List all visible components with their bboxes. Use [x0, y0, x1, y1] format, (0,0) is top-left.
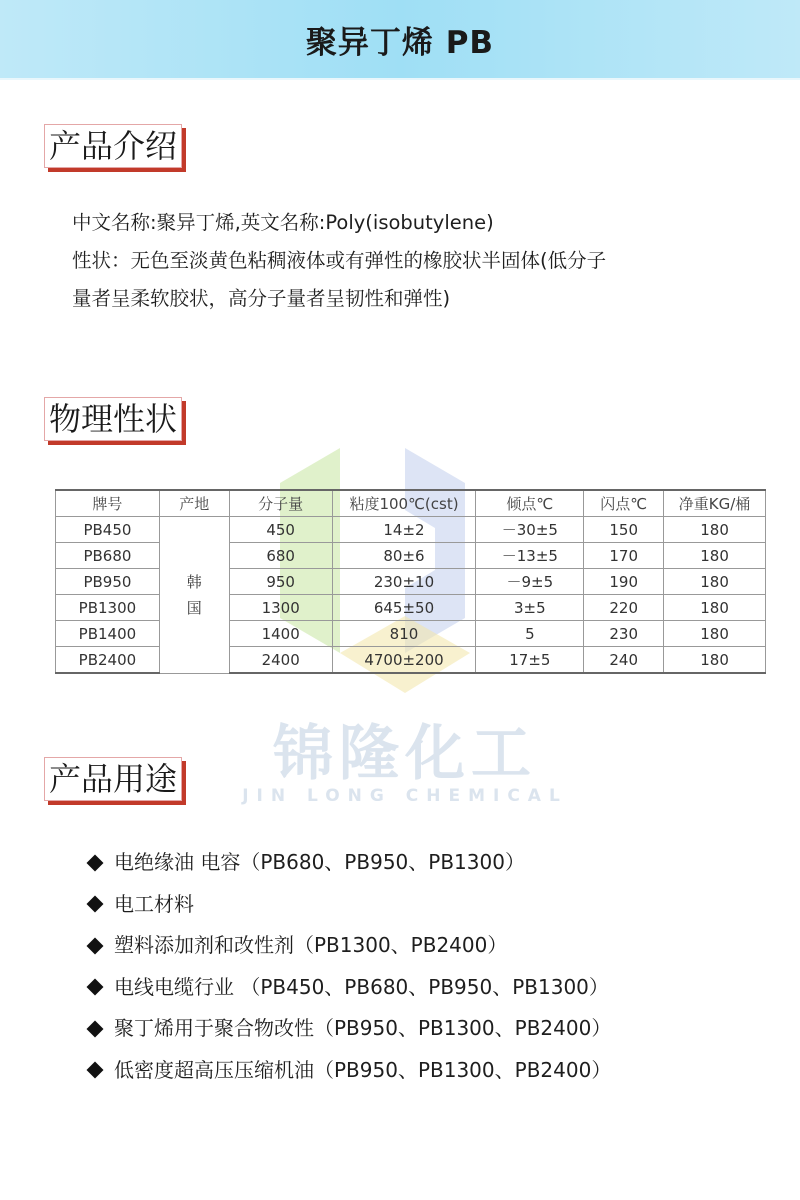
cell-mw: 1400 — [229, 621, 332, 647]
cell-pour: 3±5 — [476, 595, 584, 621]
cell-grade: PB2400 — [56, 647, 160, 674]
usage-text: 塑料添加剂和改性剂（PB1300、PB2400） — [114, 933, 508, 957]
usage-text: 聚丁烯用于聚合物改性（PB950、PB1300、PB2400） — [114, 1016, 612, 1040]
intro-text — [72, 204, 772, 318]
intro-property-line: 性状：无色至淡黄色粘稠液体或有弹性的橡胶状半固体(低分子 — [72, 249, 607, 272]
origin-char-1: 韩 — [186, 572, 202, 591]
cell-weight: 180 — [664, 595, 766, 621]
cell-weight: 180 — [664, 543, 766, 569]
section-title-intro: 产品介绍 — [44, 124, 182, 168]
col-header-mw: 分子量 — [229, 490, 332, 517]
cell-pour: －30±5 — [476, 517, 584, 543]
list-item — [86, 1008, 786, 1050]
col-header-pour: 倾点℃ — [476, 490, 584, 517]
cell-pour: 17±5 — [476, 647, 584, 674]
diamond-bullet-icon — [86, 895, 104, 913]
page-header — [0, 0, 800, 80]
cell-mw: 680 — [229, 543, 332, 569]
cell-viscosity: 230±10 — [332, 569, 476, 595]
list-item — [86, 1050, 786, 1092]
section-title-physical: 物理性状 — [44, 397, 182, 441]
cell-origin — [159, 517, 229, 674]
cell-grade: PB450 — [56, 517, 160, 543]
cell-viscosity: 14±2 — [332, 517, 476, 543]
origin-char-2: 国 — [186, 598, 202, 617]
cell-viscosity: 810 — [332, 621, 476, 647]
cell-weight: 180 — [664, 517, 766, 543]
list-item — [86, 842, 786, 884]
intro-property-line-cont: 量者呈柔软胶状，高分子量者呈韧性和弹性) — [72, 287, 451, 310]
list-item — [86, 925, 786, 967]
cell-flash: 150 — [584, 517, 664, 543]
cell-flash: 170 — [584, 543, 664, 569]
section-title-usage: 产品用途 — [44, 757, 182, 801]
spec-table — [55, 489, 766, 674]
cell-flash: 240 — [584, 647, 664, 674]
usage-text: 电工材料 — [114, 891, 194, 916]
col-header-viscosity: 粘度100℃(cst) — [332, 490, 476, 517]
cell-flash: 230 — [584, 621, 664, 647]
table-row — [56, 517, 766, 543]
col-header-flash: 闪点℃ — [584, 490, 664, 517]
cell-weight: 180 — [664, 569, 766, 595]
cell-flash: 220 — [584, 595, 664, 621]
diamond-bullet-icon — [86, 937, 104, 955]
watermark-en: JIN LONG CHEMICAL — [242, 786, 568, 806]
diamond-bullet-icon — [86, 978, 104, 996]
cell-mw: 950 — [229, 569, 332, 595]
cell-viscosity: 80±6 — [332, 543, 476, 569]
cell-flash: 190 — [584, 569, 664, 595]
intro-name-line: 中文名称:聚异丁烯,英文名称:Poly(isobutylene) — [72, 211, 494, 234]
col-header-origin: 产地 — [159, 490, 229, 517]
cell-viscosity: 4700±200 — [332, 647, 476, 674]
cell-grade: PB1300 — [56, 595, 160, 621]
diamond-bullet-icon — [86, 1061, 104, 1079]
cell-pour: －13±5 — [476, 543, 584, 569]
cell-mw: 1300 — [229, 595, 332, 621]
watermark-cn: 锦隆化工 — [273, 719, 537, 789]
usage-list — [86, 842, 786, 1091]
cell-grade: PB1400 — [56, 621, 160, 647]
usage-text: 低密度超高压压缩机油（PB950、PB1300、PB2400） — [114, 1057, 612, 1082]
list-item — [86, 967, 786, 1009]
diamond-bullet-icon — [86, 854, 104, 872]
list-item — [86, 884, 786, 926]
cell-weight: 180 — [664, 647, 766, 674]
cell-mw: 2400 — [229, 647, 332, 674]
cell-pour: 5 — [476, 621, 584, 647]
cell-grade: PB950 — [56, 569, 160, 595]
cell-grade: PB680 — [56, 543, 160, 569]
usage-text: 电绝缘油 电容（PB680、PB950、PB1300） — [114, 850, 525, 874]
diamond-bullet-icon — [86, 1020, 104, 1038]
table-header-row — [56, 490, 766, 517]
col-header-grade: 牌号 — [56, 490, 160, 517]
col-header-weight: 净重KG/桶 — [664, 490, 766, 517]
cell-pour: －9±5 — [476, 569, 584, 595]
page-title: 聚异丁烯 PB — [305, 24, 495, 61]
cell-mw: 450 — [229, 517, 332, 543]
cell-viscosity: 645±50 — [332, 595, 476, 621]
cell-weight: 180 — [664, 621, 766, 647]
usage-text: 电线电缆行业 （PB450、PB680、PB950、PB1300） — [114, 974, 609, 999]
